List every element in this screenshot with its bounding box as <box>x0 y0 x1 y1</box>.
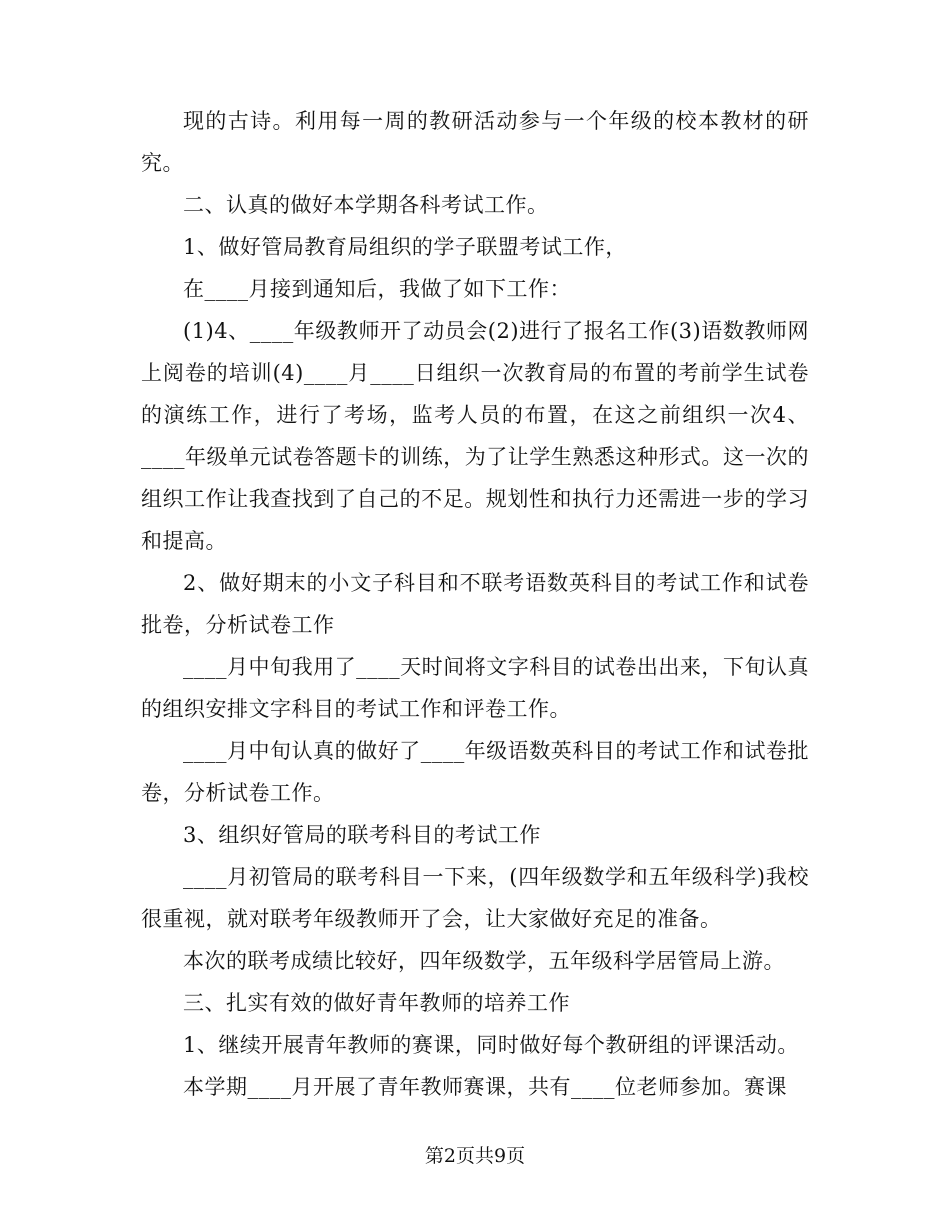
paragraph: (1)4、____年级教师开了动员会(2)进行了报名工作(3)语数教师网上阅卷的培训(4)____月____日组织一次教育局的布置的考前学生试卷的演练工作，进行了考场，监考人员的布置，在这之前组织一次4、____年级单元试卷答题卡的训练，为了让学生熟悉这种形式。这一次的组织工作让我查找到了自己的不足。规划性和执行力还需进一步的学习和提高。 <box>141 319 809 553</box>
subheading: 2、做好期末的小文子科目和不联考语数英科目的考试工作和试卷批卷，分析试卷工作 <box>141 571 809 637</box>
section-heading: 三、扎实有效的做好青年教师的培养工作 <box>183 991 570 1015</box>
subheading: 3、组织好管局的联考科目的考试工作 <box>183 823 541 847</box>
page-number-footer: 第2页共9页 <box>424 1145 526 1167</box>
paragraph: ____月中旬认真的做好了____年级语数英科目的考试工作和试卷批卷，分析试卷工作。 <box>141 739 809 805</box>
paragraph: 本次的联考成绩比较好，四年级数学，五年级科学居管局上游。 <box>183 949 785 973</box>
section-heading: 二、认真的做好本学期各科考试工作。 <box>183 193 549 217</box>
paragraph: 本学期____月开展了青年教师赛课，共有____位老师参加。赛课 <box>183 1075 787 1099</box>
subheading: 1、做好管局教育局组织的学子联盟考试工作， <box>183 235 627 259</box>
paragraph: ____月初管局的联考科目一下来，(四年级数学和五年级科学)我校很重视，就对联考年级教师开了会，让大家做好充足的准备。 <box>141 865 809 931</box>
paragraph: 现的古诗。利用每一周的教研活动参与一个年级的校本教材的研究。 <box>141 109 809 175</box>
paragraph: ____月中旬我用了____天时间将文字科目的试卷出出来，下旬认真的组织安排文字科目的考试工作和评卷工作。 <box>141 655 809 721</box>
document-body <box>141 100 809 1108</box>
subheading: 1、继续开展青年教师的赛课，同时做好每个教研组的评课活动。 <box>183 1033 799 1057</box>
paragraph: 在____月接到通知后，我做了如下工作： <box>183 277 571 301</box>
